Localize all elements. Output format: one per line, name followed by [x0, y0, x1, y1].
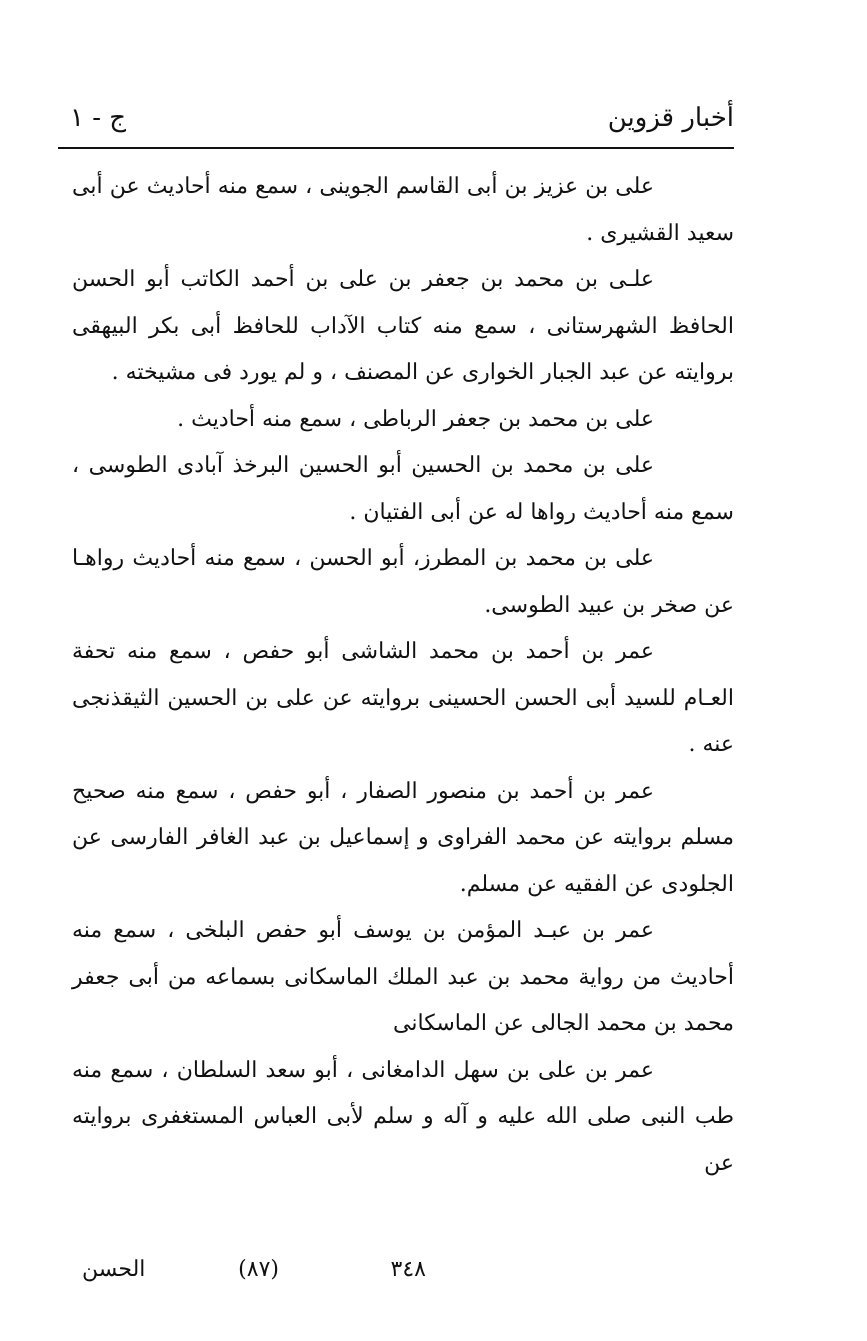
- entry-paragraph: علـى بن محمد بن جعفر بن على بن أحمد الكاتب أبو الحسن الحافظ الشهرستانى ، سمع منه كتاب الآداب للحافظ أبى بكر البيهقى بروايته عن عبد الجبار الخوارى عن المصنف ، و لم يورد فى مشيخته .: [72, 267, 734, 385]
- book-title: أخبار قزوين: [607, 103, 734, 133]
- entry-paragraph: على بن محمد بن الحسين أبو الحسين البرخذ آبادى الطوسى ، سمع منه أحاديث رواها له عن أبى الفتيان .: [72, 453, 734, 525]
- entry-paragraph: على بن محمد بن المطرز، أبو الحسن ، سمع منه أحاديث رواهـا عن صخر بن عبيد الطوسى.: [72, 546, 734, 618]
- header-rule: [58, 147, 734, 149]
- entry-paragraph: على بن عزيز بن أبى القاسم الجوينى ، سمع منه أحاديث عن أبى سعيد القشيرى .: [72, 174, 734, 246]
- entry-paragraph: عمر بن أحمد بن محمد الشاشى أبو حفص ، سمع منه تحفة العـام للسيد أبى الحسن الحسينى بروايته عن على بن الحسين الثيقذنجى عنه .: [72, 639, 734, 757]
- page-number: ٣٤٨: [390, 1257, 426, 1282]
- page-footer: [58, 1250, 734, 1290]
- running-header: [58, 96, 734, 144]
- entry-paragraph: عمر بن على بن سهل الدامغانى ، أبو سعد السلطان ، سمع منه طب النبى صلى الله عليه و آله و سلم لأبى العباس المستغفرى بروايته عن: [72, 1057, 734, 1176]
- catchword: الحسن: [82, 1257, 146, 1282]
- entry-paragraph: عمر بن عبـد المؤمن بن يوسف أبو حفص البلخى ، سمع منه أحاديث من رواية محمد بن عبد الملك الماسكانى بسماعه من أبى جعفر محمد بن محمد الجالى عن الماسكانى: [72, 918, 734, 1036]
- volume-label: ج - ١: [70, 103, 127, 133]
- entry-paragraph: عمر بن أحمد بن منصور الصفار ، أبو حفص ، سمع منه صحيح مسلم بروايته عن محمد الفراوى و إسماعيل بن عبد الغافر الفارسى عن الجلودى عن الفقيه عن مسلم.: [72, 778, 734, 897]
- signature-mark: (٨٧): [238, 1257, 279, 1282]
- body-text: [72, 164, 734, 1187]
- entry-paragraph: على بن محمد بن جعفر الرباطى ، سمع منه أحاديث .: [177, 406, 654, 432]
